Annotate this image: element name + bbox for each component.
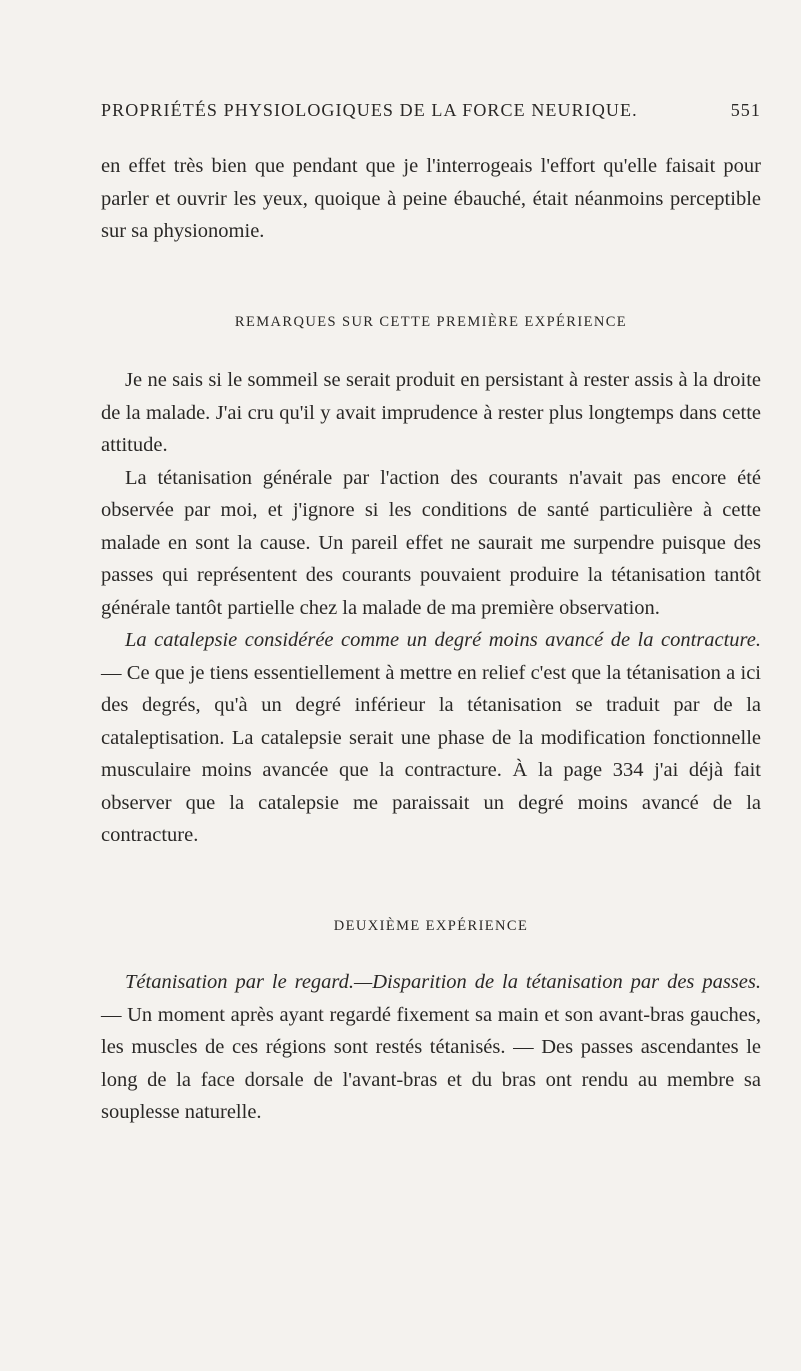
remarques-paragraph-3 (101, 624, 761, 852)
page-number: 551 (730, 100, 761, 120)
tetanisation-heading: Tétanisation par le regard.—Disparition de la tétanisation par des passes. (125, 971, 761, 993)
remarques-paragraph-2: La tétanisation générale par l'action des courants n'avait pas encore été observée par moi, et j'ignore si les conditions de santé particulière à cette malade en sont la cause. Un pareil effet ne saurait me surpendre puisque des passes qui représentent des courants pouvaient produire la tétanisation tantôt générale tantôt partielle chez la malade de ma première observation. (101, 466, 761, 619)
catalepsie-heading: La catalepsie considérée comme un degré moins avancé de la contracture. (125, 629, 761, 651)
catalepsie-body: — Ce que je tiens essentiellement à mettre en relief c'est que la tétanisation a ici des degrés, qu'à un degré inférieur la tétanisation se traduit par de la cataleptisation. La catalepsie serait une phase de la modification fonctionnelle musculaire moins avancée que la contracture. À la page 334 j'ai déjà fait observer que la catalepsie me paraissait un degré moins avancé de la contracture. (101, 661, 761, 846)
deuxieme-block (101, 966, 761, 1129)
section-title-deuxieme: DEUXIÈME EXPÉRIENCE (333, 918, 529, 934)
intro-paragraph: en effet très bien que pendant que je l'interrogeais l'effort qu'elle faisait pour parler et ouvrir les yeux, quoique à peine ébauché, était néanmoins perceptible sur sa physionomie. (101, 155, 761, 242)
section-title-remarques: REMARQUES SUR CETTE PREMIÈRE EXPÉRIENCE (234, 314, 628, 330)
running-head-title: PROPRIÉTÉS PHYSIOLOGIQUES DE LA FORCE NEURIQUE. (101, 100, 638, 120)
deuxieme-paragraph-1 (101, 966, 761, 1129)
intro-block (101, 150, 761, 248)
running-head (101, 100, 761, 121)
remarques-block (101, 364, 761, 852)
remarques-paragraph-1: Je ne sais si le sommeil se serait produit en persistant à rester assis à la droite de la malade. J'ai cru qu'il y avait imprudence à rester plus longtemps dans cette attitude. (101, 369, 761, 456)
tetanisation-body: — Un moment après ayant regardé fixement sa main et son avant-bras gauches, les muscles de ces régions sont restés tétanisés. — Des passes ascendantes le long de la face dorsale de l'avant-bras et du bras ont rendu au membre sa souplesse naturelle. (101, 1003, 761, 1123)
